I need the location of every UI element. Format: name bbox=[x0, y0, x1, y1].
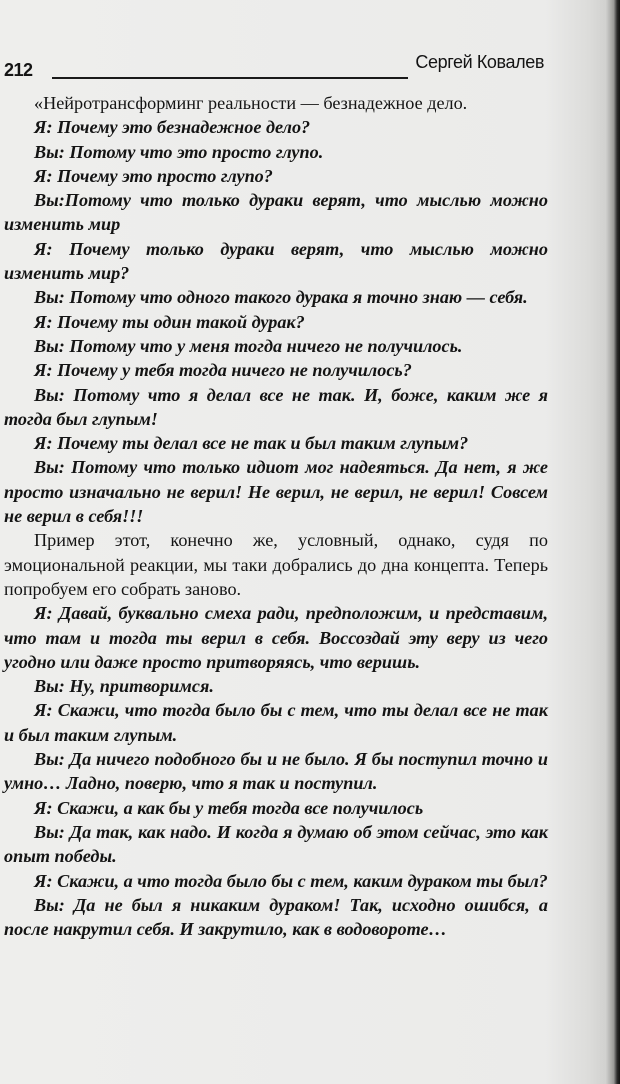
dialogue-line: Вы: Да так, как надо. И когда я думаю об этом сейчас, это как опыт победы. bbox=[4, 821, 548, 867]
dialogue-line: Вы:Потому что только дураки верят, что мыслью можно изменить мир bbox=[4, 190, 548, 235]
page-number: 212 bbox=[4, 60, 33, 80]
dialogue-line: Я: Почему ты делал все не так и был таким глупым? bbox=[34, 433, 469, 454]
dialogue-line: Я: Давай, буквально смеха ради, предположим, и представим, что там и тогда ты верил в себя. Воссоздай эту веру из чего угодно или даже просто притворяясь, что веришь. bbox=[4, 603, 548, 672]
running-header bbox=[4, 50, 544, 84]
running-head-author: Сергей Ковалев bbox=[415, 52, 544, 72]
dialogue-line: Я: Почему у тебя тогда ничего не получилось? bbox=[34, 360, 412, 381]
dialogue-line: Я: Скажи, а как бы у тебя тогда все получилось bbox=[34, 797, 424, 818]
dialogue-line: Я: Почему ты один такой дурак? bbox=[34, 311, 305, 332]
dialogue-line: Вы: Потому что одного такого дурака я точно знаю — себя. bbox=[34, 287, 528, 308]
dialogue-line: Вы: Ну, притворимся. bbox=[34, 676, 214, 697]
dialogue-line: Вы: Потому что только идиот мог надеяться. Да нет, я же просто изначально не верил! Не верил, не верил, не верил! Совсем не верил в себя!!! bbox=[4, 457, 548, 527]
dialogue-line: Вы: Потому что я делал все не так. И, боже, каким же я тогда был глупым! bbox=[4, 384, 548, 429]
dialogue-line: Я: Скажи, а что тогда было бы с тем, каким дураком ты был? bbox=[34, 870, 548, 891]
dialogue-line: Вы: Потому что это просто глупо. bbox=[34, 141, 324, 162]
dialogue-line: Я: Скажи, что тогда было бы с тем, что ты делал все не так и был таким глупым. bbox=[4, 700, 548, 745]
dialogue-line: Вы: Да ничего подобного бы и не было. Я бы поступил точно и умно… Ладно, поверю, что я так и поступил. bbox=[4, 749, 548, 794]
dialogue-line: Я: Почему только дураки верят, что мыслью можно изменить мир? bbox=[4, 238, 548, 284]
body-paragraph: Пример этот, конечно же, условный, однако, судя по эмоциональной реакции, мы таки добрались до дна концепта. Теперь попробуем его собрать заново. bbox=[4, 530, 548, 599]
header-rule bbox=[52, 77, 408, 79]
body-text bbox=[4, 91, 548, 941]
book-spine-shadow bbox=[606, 0, 620, 1084]
body-paragraph: «Нейротрансформинг реальности — безнадежное дело. bbox=[34, 93, 468, 113]
dialogue-line: Вы: Да не был я никаким дураком! Так, исходно ошибся, а после накрутил себя. И закрутило, как в водовороте… bbox=[4, 894, 548, 940]
dialogue-line: Вы: Потому что у меня тогда ничего не получилось. bbox=[34, 335, 463, 356]
dialogue-line: Я: Почему это просто глупо? bbox=[34, 165, 273, 186]
dialogue-line: Я: Почему это безнадежное дело? bbox=[34, 117, 311, 138]
